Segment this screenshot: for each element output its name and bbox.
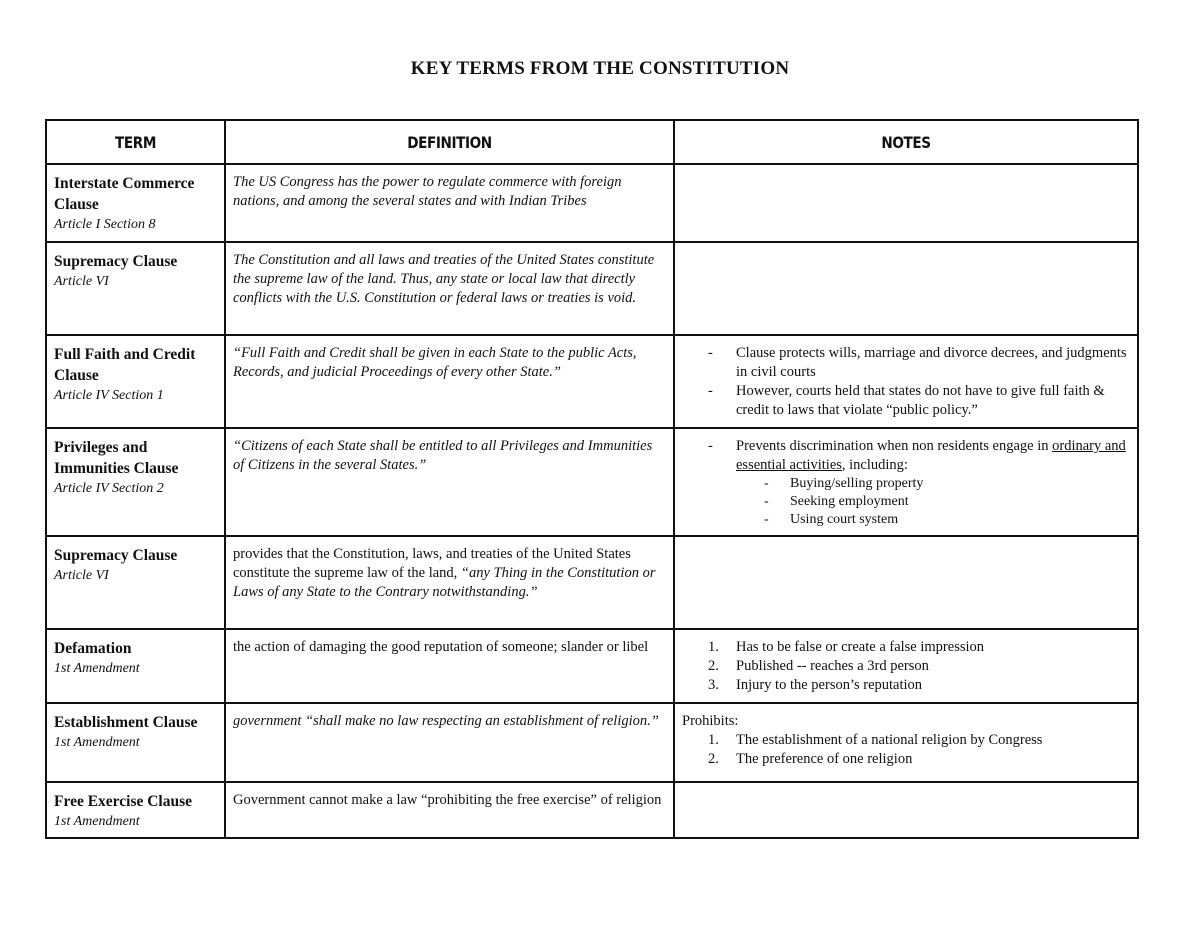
- notes-numbered-list: [675, 731, 1130, 769]
- key-terms-table: [45, 119, 1139, 839]
- notes-cell: [674, 703, 1138, 782]
- term-name: Free Exercise Clause: [54, 793, 193, 810]
- term-name: Interstate Commerce Clause: [54, 175, 195, 213]
- term-source: Article VI: [54, 568, 109, 583]
- note-item: 1. The establishment of a national religion by Congress: [708, 732, 1043, 748]
- sub-note-item: - Using court system: [736, 511, 1130, 529]
- term-name: Supremacy Clause: [54, 547, 178, 564]
- notes-list: [675, 437, 1130, 529]
- term-cell: [46, 703, 225, 782]
- notes-list: [675, 344, 1130, 420]
- notes-label: Prohibits:: [682, 713, 739, 729]
- term-cell: [46, 536, 225, 629]
- notes-cell: [674, 536, 1138, 629]
- note-underlined-text: ordinary and essential activities: [736, 438, 1126, 473]
- note-item: 1. Has to be false or create a false impression: [708, 639, 985, 655]
- notes-numbered-list: [675, 638, 1130, 695]
- table-row: [46, 164, 1138, 242]
- note-item: 2. The preference of one religion: [708, 751, 913, 767]
- notes-cell: [674, 335, 1138, 428]
- notes-cell: [674, 629, 1138, 703]
- definition-cell: [225, 164, 674, 242]
- term-source: Article I Section 8: [54, 217, 156, 232]
- notes-cell: [674, 782, 1138, 838]
- definition-cell: [225, 335, 674, 428]
- definition-cell: [225, 629, 674, 703]
- note-item: - Clause protects wills, marriage and divorce decrees, and judgments in civil courts: [675, 344, 1130, 382]
- definition-cell: [225, 428, 674, 536]
- header-term: TERM: [59, 120, 211, 164]
- term-cell: [46, 629, 225, 703]
- header-notes: NOTES: [709, 120, 1103, 164]
- term-cell: [46, 335, 225, 428]
- sub-notes-list: [736, 475, 1130, 529]
- definition-text: government “shall make no law respecting an establishment of religion.”: [233, 713, 659, 729]
- term-source: Article VI: [54, 274, 109, 289]
- definition-cell: [225, 703, 674, 782]
- table-row: [46, 335, 1138, 428]
- definition-text: Government cannot make a law “prohibiting the free exercise” of religion: [233, 792, 662, 808]
- definition-quote-text: “any Thing in the Constitution or Laws of any State to the Contrary notwithstanding.”: [233, 565, 656, 600]
- note-item: - However, courts held that states do not have to give full faith & credit to laws that violate “public policy.”: [675, 382, 1130, 420]
- term-name: Full Faith and Credit Clause: [54, 346, 196, 384]
- notes-cell: [674, 164, 1138, 242]
- table-row: [46, 428, 1138, 536]
- notes-cell: [674, 428, 1138, 536]
- definition-text: “Full Faith and Credit shall be given in each State to the public Acts, Records, and judicial Proceedings of every other State.”: [233, 345, 637, 380]
- table-row: [46, 782, 1138, 838]
- note-item: 3. Injury to the person’s reputation: [708, 677, 923, 693]
- term-source: Article IV Section 2: [54, 481, 164, 496]
- term-source: 1st Amendment: [54, 661, 140, 676]
- definition-plain-text: provides that the Constitution, laws, and treaties of the United States constitute the supreme law of the land,: [233, 546, 631, 581]
- term-source: Article IV Section 1: [54, 388, 164, 403]
- term-name: Defamation: [54, 640, 132, 657]
- note-item: [675, 437, 1130, 529]
- sub-note-item: - Seeking employment: [736, 493, 1130, 511]
- term-name: Supremacy Clause: [54, 253, 178, 270]
- term-source: 1st Amendment: [54, 735, 140, 750]
- definition-cell: [225, 782, 674, 838]
- definition-text: The US Congress has the power to regulate commerce with foreign nations, and among the several states and with Indian Tribes: [233, 174, 622, 209]
- table-row: [46, 242, 1138, 335]
- definition-cell: [225, 536, 674, 629]
- term-cell: [46, 164, 225, 242]
- term-name: Privileges and Immunities Clause: [54, 439, 179, 477]
- table-header-row: [46, 120, 1138, 164]
- note-text: Prevents discrimination when non residents engage in: [736, 438, 1053, 454]
- notes-cell: [674, 242, 1138, 335]
- document-title: KEY TERMS FROM THE CONSTITUTION: [410, 58, 790, 79]
- note-text-suffix: , including:: [841, 457, 908, 473]
- term-cell: [46, 782, 225, 838]
- definition-text: “Citizens of each State shall be entitled to all Privileges and Immunities of Citizens in the several States.”: [233, 438, 653, 473]
- table-row: [46, 703, 1138, 782]
- term-name: Establishment Clause: [54, 714, 198, 731]
- term-cell: [46, 428, 225, 536]
- sub-note-item: - Buying/selling property: [736, 475, 1130, 493]
- term-source: 1st Amendment: [54, 814, 140, 829]
- table-row: [46, 536, 1138, 629]
- term-cell: [46, 242, 225, 335]
- definition-cell: [225, 242, 674, 335]
- definition-text: the action of damaging the good reputation of someone; slander or libel: [233, 639, 649, 655]
- note-item: 2. Published -- reaches a 3rd person: [708, 658, 929, 674]
- definition-text: The Constitution and all laws and treaties of the United States constitute the supreme law of the land. Thus, any state or local law that directly conflicts with the U.S. Constitution or federal laws or treaties is void.: [233, 252, 655, 306]
- table-row: [46, 629, 1138, 703]
- definition-text: [226, 537, 673, 608]
- header-definition: DEFINITION: [259, 120, 641, 164]
